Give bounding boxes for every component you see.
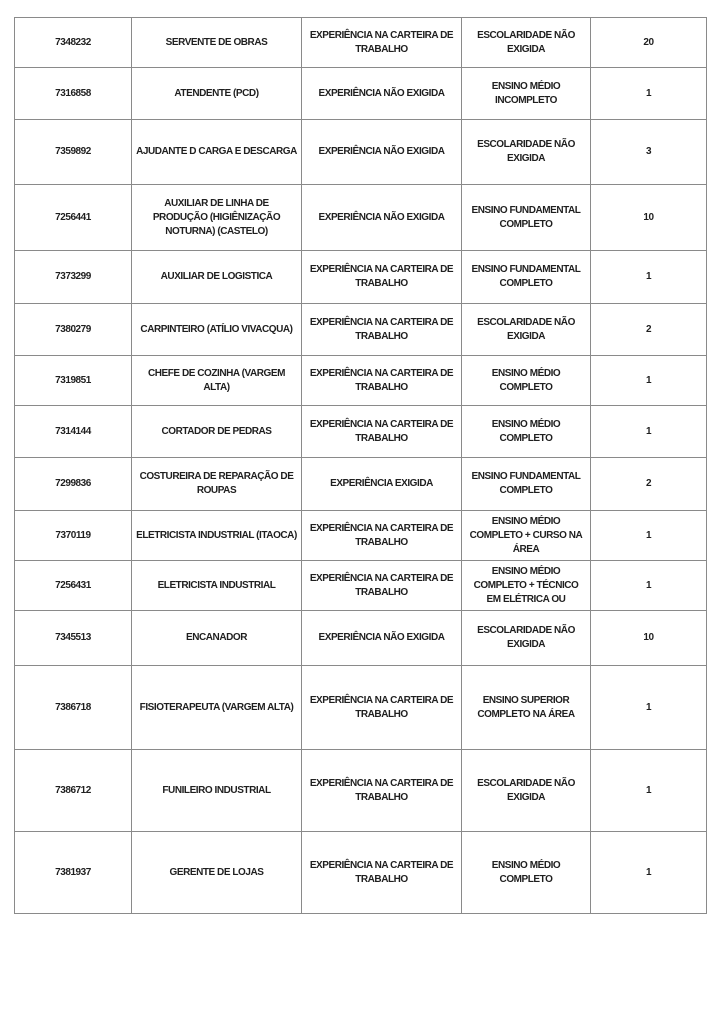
- table-row: [15, 406, 707, 458]
- cell-experience: EXPERIÊNCIA NA CARTEIRA DE TRABALHO: [302, 511, 462, 561]
- cell-education: ESCOLARIDADE NÃO EXIGIDA: [462, 120, 591, 185]
- cell-job: FUNILEIRO INDUSTRIAL: [132, 750, 302, 832]
- table-row: [15, 611, 707, 666]
- cell-experience: EXPERIÊNCIA NÃO EXIGIDA: [302, 68, 462, 120]
- cell-job: AUXILIAR DE LOGISTICA: [132, 251, 302, 304]
- cell-experience: EXPERIÊNCIA EXIGIDA: [302, 458, 462, 511]
- cell-id: 7345513: [15, 611, 132, 666]
- cell-count: 20: [591, 18, 707, 68]
- cell-job: ELETRICISTA INDUSTRIAL: [132, 561, 302, 611]
- cell-id: 7359892: [15, 120, 132, 185]
- cell-experience: EXPERIÊNCIA NA CARTEIRA DE TRABALHO: [302, 18, 462, 68]
- vacancy-table-body: [15, 18, 707, 914]
- cell-experience: EXPERIÊNCIA NA CARTEIRA DE TRABALHO: [302, 832, 462, 914]
- cell-id: 7380279: [15, 304, 132, 356]
- cell-count: 1: [591, 251, 707, 304]
- table-row: [15, 304, 707, 356]
- cell-id: 7373299: [15, 251, 132, 304]
- cell-count: 1: [591, 561, 707, 611]
- cell-experience: EXPERIÊNCIA NA CARTEIRA DE TRABALHO: [302, 304, 462, 356]
- cell-job: COSTUREIRA DE REPARAÇÃO DE ROUPAS: [132, 458, 302, 511]
- cell-education: ESCOLARIDADE NÃO EXIGIDA: [462, 18, 591, 68]
- cell-education: ENSINO MÉDIO COMPLETO: [462, 356, 591, 406]
- cell-count: 1: [591, 68, 707, 120]
- cell-education: ENSINO MÉDIO COMPLETO: [462, 832, 591, 914]
- cell-count: 2: [591, 458, 707, 511]
- cell-education: ENSINO SUPERIOR COMPLETO NA ÁREA: [462, 666, 591, 750]
- cell-job: GERENTE DE LOJAS: [132, 832, 302, 914]
- cell-count: 10: [591, 185, 707, 251]
- cell-id: 7386718: [15, 666, 132, 750]
- cell-experience: EXPERIÊNCIA NÃO EXIGIDA: [302, 120, 462, 185]
- cell-experience: EXPERIÊNCIA NA CARTEIRA DE TRABALHO: [302, 356, 462, 406]
- cell-education: ENSINO MÉDIO INCOMPLETO: [462, 68, 591, 120]
- cell-id: 7381937: [15, 832, 132, 914]
- cell-experience: EXPERIÊNCIA NA CARTEIRA DE TRABALHO: [302, 666, 462, 750]
- table-row: [15, 18, 707, 68]
- cell-job: FISIOTERAPEUTA (VARGEM ALTA): [132, 666, 302, 750]
- table-row: [15, 666, 707, 750]
- cell-job: CARPINTEIRO (ATÍLIO VIVACQUA): [132, 304, 302, 356]
- cell-job: SERVENTE DE OBRAS: [132, 18, 302, 68]
- cell-experience: EXPERIÊNCIA NA CARTEIRA DE TRABALHO: [302, 251, 462, 304]
- cell-education: ENSINO FUNDAMENTAL COMPLETO: [462, 458, 591, 511]
- cell-count: 1: [591, 356, 707, 406]
- cell-experience: EXPERIÊNCIA NÃO EXIGIDA: [302, 185, 462, 251]
- cell-job: AJUDANTE D CARGA E DESCARGA: [132, 120, 302, 185]
- table-row: [15, 750, 707, 832]
- cell-job: CHEFE DE COZINHA (VARGEM ALTA): [132, 356, 302, 406]
- cell-id: 7316858: [15, 68, 132, 120]
- cell-id: 7348232: [15, 18, 132, 68]
- cell-count: 1: [591, 832, 707, 914]
- cell-education: ENSINO FUNDAMENTAL COMPLETO: [462, 251, 591, 304]
- cell-experience: EXPERIÊNCIA NA CARTEIRA DE TRABALHO: [302, 750, 462, 832]
- table-row: [15, 251, 707, 304]
- cell-count: 1: [591, 406, 707, 458]
- table-row: [15, 120, 707, 185]
- cell-education: ESCOLARIDADE NÃO EXIGIDA: [462, 304, 591, 356]
- cell-experience: EXPERIÊNCIA NÃO EXIGIDA: [302, 611, 462, 666]
- cell-id: 7386712: [15, 750, 132, 832]
- cell-experience: EXPERIÊNCIA NA CARTEIRA DE TRABALHO: [302, 406, 462, 458]
- cell-education: ENSINO MÉDIO COMPLETO + TÉCNICO EM ELÉTRICA OU: [462, 561, 591, 611]
- cell-job: CORTADOR DE PEDRAS: [132, 406, 302, 458]
- cell-job: ENCANADOR: [132, 611, 302, 666]
- table-row: [15, 68, 707, 120]
- cell-job: ELETRICISTA INDUSTRIAL (ITAOCA): [132, 511, 302, 561]
- cell-education: ESCOLARIDADE NÃO EXIGIDA: [462, 750, 591, 832]
- cell-id: 7370119: [15, 511, 132, 561]
- cell-id: 7256431: [15, 561, 132, 611]
- cell-experience: EXPERIÊNCIA NA CARTEIRA DE TRABALHO: [302, 561, 462, 611]
- vacancy-table: [14, 17, 707, 914]
- cell-education: ENSINO MÉDIO COMPLETO + CURSO NA ÁREA: [462, 511, 591, 561]
- cell-id: 7256441: [15, 185, 132, 251]
- cell-job: ATENDENTE (PCD): [132, 68, 302, 120]
- cell-education: ENSINO MÉDIO COMPLETO: [462, 406, 591, 458]
- cell-id: 7299836: [15, 458, 132, 511]
- cell-count: 1: [591, 750, 707, 832]
- cell-id: 7314144: [15, 406, 132, 458]
- table-row: [15, 458, 707, 511]
- cell-count: 1: [591, 511, 707, 561]
- table-row: [15, 561, 707, 611]
- table-row: [15, 185, 707, 251]
- table-row: [15, 356, 707, 406]
- cell-count: 3: [591, 120, 707, 185]
- cell-id: 7319851: [15, 356, 132, 406]
- cell-count: 2: [591, 304, 707, 356]
- cell-education: ENSINO FUNDAMENTAL COMPLETO: [462, 185, 591, 251]
- cell-count: 1: [591, 666, 707, 750]
- table-row: [15, 832, 707, 914]
- cell-job: AUXILIAR DE LINHA DE PRODUÇÃO (HIGIÊNIZAÇÃO NOTURNA) (CASTELO): [132, 185, 302, 251]
- table-row: [15, 511, 707, 561]
- cell-education: ESCOLARIDADE NÃO EXIGIDA: [462, 611, 591, 666]
- cell-count: 10: [591, 611, 707, 666]
